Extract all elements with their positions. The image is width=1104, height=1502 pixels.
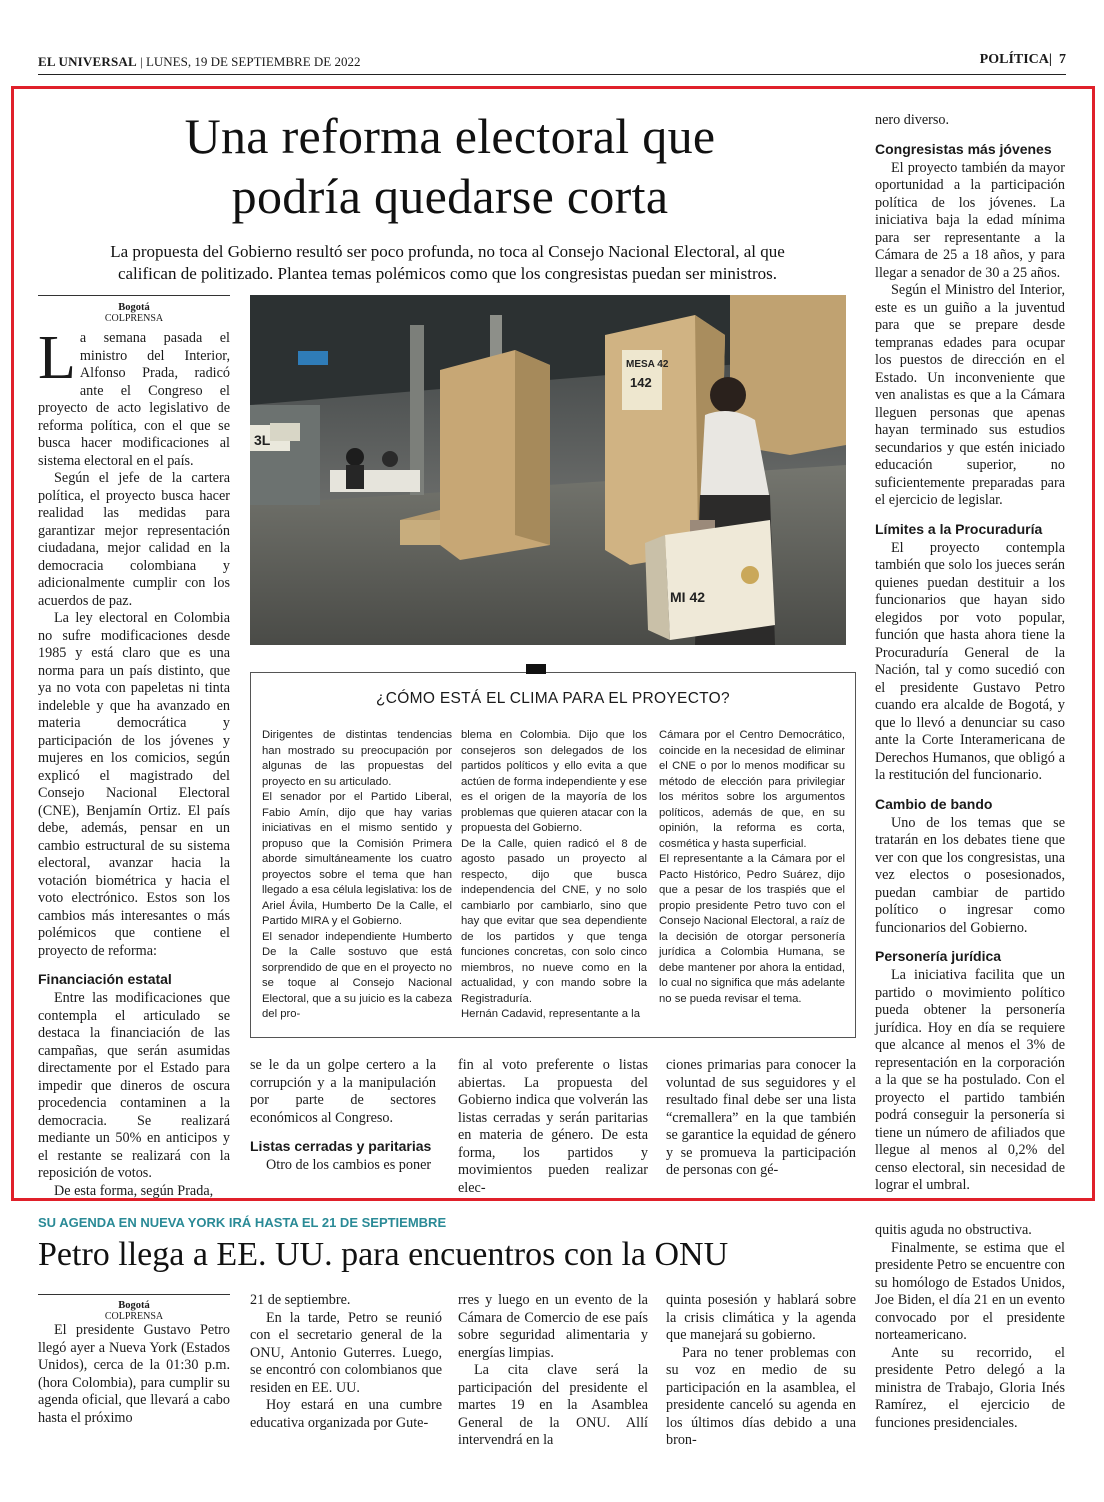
- byline-city: Bogotá: [118, 302, 150, 313]
- subheading: Financiación estatal: [38, 971, 172, 987]
- sidebar-paragraph: De la Calle, quien radicó el 8 de agosto pasado un proyecto al respecto, dijo que busca independencia del CNE, y no solo cambiarlo por cambiarlo, sino que hay que evitar que sea dependiente de los partidos y que tenga funciones concretas, con solo cinco miembros, no nueve como en la actualidad, y con mando sobre la Registraduría.: [461, 837, 647, 1005]
- byline-rule: [38, 1294, 230, 1295]
- paragraph: Finalmente, se estima que el presidente Petro se encuentre con su homólogo de Estados Unidos, Joe Biden, el día 21 en un evento convocado por el presidente norteamericano.: [875, 1239, 1065, 1343]
- booth-label: MESA 42: [626, 359, 669, 370]
- sidebar-paragraph: Cámara por el Centro Democrático, coincide en la necesidad de eliminar el CNE o por lo menos modificar su método de elección para privilegiar los méritos sobre los argumentos políticos, además de que, en su opinión, la reforma es corta, cosmética y hasta superficial.: [659, 729, 845, 850]
- subheading: Personería jurídica: [875, 948, 1002, 964]
- paragraph: La cita clave será la participación del presidente el martes 19 en la Asamblea General de la ONU. Allí intervendrá en la: [458, 1362, 648, 1448]
- article2-column-1: [38, 1300, 230, 1427]
- paragraph: Uno de los temas que se tratarán en los debates tiene que ver con que los congresistas, una vez electos o posesionados, puedan cambiar de partido político o ingresar como funcionarios del Gobierno.: [875, 814, 1065, 936]
- byline-agency: COLPRENSA: [104, 1311, 164, 1322]
- article2-column-3: [458, 1292, 648, 1450]
- article-headline: [60, 106, 840, 226]
- header-masthead: EL UNIVERSAL | LUNES, 19 DE SEPTIEMBRE DE 2022: [38, 54, 361, 69]
- paragraph: El proyecto contempla también que solo los jueces serán quienes puedan destituir a los funcionarios que hayan sido elegidos por voto popular, función que hasta ahora tiene la Procuraduría General de la Nación, tal y como sucedió con el presidente Gustavo Petro cuando era alcalde de Bogotá, y que lo llevó a denunciar su caso ante la Corte Interamericana de Derechos Humanos, que obligó a la restitución del funcionario.: [875, 539, 1065, 783]
- paragraph: Para no tener problemas con su voz en medio de su participación en la asamblea, el presidente canceló su agenda en los últimos días debido a una bron-: [666, 1344, 856, 1448]
- voting-photo: [250, 295, 846, 645]
- paragraph: La iniciativa facilita que un partido o movimiento político pueda obtener la personería jurídica. Hoy en día se requiere que alcance al menos el 3% de representación en la corporación a la que se ha postulado. Con el proyecto el partido también podrá conseguir la personería si tiene un número de afiliados que llegue al menos al 0,2% del censo electoral, sin necesidad de lograr el umbral.: [875, 967, 1065, 1193]
- article-deck: [55, 241, 840, 285]
- sidebar-title: ¿CÓMO ESTÁ EL CLIMA PARA EL PROYECTO?: [376, 690, 730, 707]
- drop-cap: L: [38, 324, 76, 392]
- paragraph: En la tarde, Petro se reunió con el secretario general de la ONU, Antonio Guterres. Luego, se encontró con colombianos que residen en EE. UU.: [250, 1309, 442, 1396]
- byline-city: Bogotá: [118, 1300, 150, 1311]
- article-column-right: [875, 112, 1065, 1195]
- deck-line-2: califican de politizado. Plantea temas polémicos como que los congresistas puedan ser ministros.: [117, 264, 778, 283]
- booth-number: 142: [630, 375, 652, 390]
- article-column-1: [38, 302, 230, 1200]
- ballot-box: [665, 520, 775, 640]
- headline-line-2: podría quedarse corta: [231, 168, 669, 224]
- sidebar-column-2: [461, 728, 647, 1023]
- article2-headline: Petro llega a EE. UU. para encuentros con la ONU: [38, 1236, 729, 1273]
- headline-line-1: Una reforma electoral que: [184, 108, 716, 164]
- paragraph: El proyecto también da mayor oportunidad a la participación política de los jóvenes. La iniciativa baja la edad mínima para ser representante a la Cámara de 25 a 18 años, y para llegar a senador de 30 a 25 años.: [875, 159, 1065, 281]
- article-column-4: [666, 1057, 856, 1180]
- subheading: Listas cerradas y paritarias: [250, 1138, 432, 1154]
- sidebar-tab: [526, 664, 546, 674]
- paragraph: Según el Ministro del Interior, este es un guiño a la juventud para que se prepare desde tempranas edades para ocupar los puestos de dirección en el Estado. Un inconveniente que ven analistas es que a la Cámara lleguen personas que apenas hayan terminado sus estudios secundarios y que estén iniciado educación superior, no suficientemente preparadas para el ejercicio de legislar.: [875, 282, 1065, 508]
- section-name: POLÍTICA: [979, 52, 1049, 67]
- paragraph: Según el jefe de la cartera política, el proyecto busca hacer realidad las medidas para garantizar mejor representación ciudadana, mejor calidad en la democracia colombiana y adicionalmente cumplir con los acuerdos de paz.: [38, 470, 230, 609]
- article2-kicker: SU AGENDA EN NUEVA YORK IRÁ HASTA EL 21 DE SEPTIEMBRE: [38, 1215, 447, 1230]
- paragraph: quinta posesión y hablará sobre la crisis climática y la agenda que manejará su gobierno.: [666, 1292, 856, 1343]
- article2-column-4: [666, 1292, 856, 1450]
- subheading: Cambio de bando: [875, 795, 993, 812]
- paragraph: El presidente Gustavo Petro llegó ayer a Nueva York (Estados Unidos), cerca de la 01:30 p.m. (hora Colombia), para cumplir su agenda oficial, que llevará a cabo hasta el próximo: [38, 1322, 230, 1426]
- paragraph: Otro de los cambios es poner: [266, 1157, 432, 1173]
- sidebar-column-1: [262, 728, 452, 1023]
- paragraph: fin al voto preferente o listas abiertas. La propuesta del Gobierno indica que volverán las listas cerradas y serán paritarias en materia de género. De esta forma, los partidos y movimientos pueden realizar elec-: [458, 1057, 648, 1196]
- byline-rule: [38, 295, 230, 296]
- paragraph: De esta forma, según Prada,: [54, 1182, 214, 1199]
- sidebar-paragraph: El senador por el Partido Liberal, Fabio Amín, dijo que hay varias iniciativas en el mismo sentido y propuso que la Comisión Primera aborde simultáneamente los cuatro proyectos sobre el tema que han llegado a esa célula legislativa: los de Ariel Ávila, Humberto De la Calle, el Partido MIRA y el Gobierno.: [262, 791, 452, 927]
- sidebar-paragraph: El representante a la Cámara por el Pacto Histórico, Pedro Suárez, dijo que a pesar de los traspiés que el propio presidente Petro tuvo con el Consejo Nacional Electoral, a raíz de la decisión de otorgar personería jurídica a Colombia Humana, se debe mantener por ahora la entidad, lo cual no significa que más adelante no se pueda revisar el tema.: [659, 853, 845, 1005]
- byline-agency: COLPRENSA: [104, 313, 164, 324]
- article-column-2: [250, 1057, 436, 1175]
- paragraph: quitis aguda no obstructiva.: [875, 1222, 1032, 1238]
- sidebar-paragraph: Dirigentes de distintas tendencias han mostrado su preocupación por algunas de las propuestas del proyecto en su articulado.: [262, 729, 452, 788]
- paragraph: La semana pasada el ministro del Interior, Alfonso Prada, radicó ante el Congreso el proyecto de acto legislativo de reforma política, con el que se busca hacer modificaciones al sistema electoral en el país.: [38, 324, 230, 469]
- paragraph: ciones primarias para conocer la voluntad de sus seguidores y el resultado final debe ser una lista “cremallera” en la que también se garantice la equidad de género y se promueva la participación de personas con gé-: [666, 1057, 856, 1178]
- ballot-box-label: MI 42: [670, 589, 706, 605]
- page-number: 7: [1059, 52, 1066, 67]
- paragraph: La ley electoral en Colombia no sufre modificaciones desde 1985 y está claro que es una norma para un país distinto, que ya no vota con papeletas ni tinta indeleble y que ha avanzado en materia democrática y participación de los jóvenes y mujeres en los comicios, según explicó el magistrado del Consejo Nacional Electoral (CNE), Benjamín Ortiz. El país debe, además, pensar en un cambio estructural de su sistema electoral, avanzar hacia la votación biométrica y hacia el voto electrónico. Estos son los cambios más interesantes o más polémicos que contiene el proyecto de reforma:: [38, 610, 230, 959]
- paragraph: se le da un golpe certero a la corrupción y a la manipulación por parte de sectores económicos al Congreso.: [250, 1057, 436, 1126]
- sidebar-column-3: [659, 728, 845, 1007]
- sidebar-paragraph: blema en Colombia. Dijo que los consejeros son delegados de los partidos políticos y ello evita a que actúen de forma independiente y ese es el origen de la mayoría de los problemas que quieren atacar con la propuesta del Gobierno.: [461, 729, 647, 834]
- paragraph: rres y luego en un evento de la Cámara de Comercio de ese país sobre seguridad alimentaria y energías limpias.: [458, 1292, 648, 1361]
- paragraph: Ante su recorrido, el presidente Petro delegó a la ministra de Trabajo, Gloria Inés Ramírez, el ejercicio de funciones presidenciales.: [875, 1344, 1065, 1431]
- subheading: Límites a la Procuraduría: [875, 520, 1043, 537]
- parking-sign-text: 3L: [254, 432, 271, 448]
- paragraph: Entre las modificaciones que contempla el articulado se destaca la financiación de las campañas, que serán asumidas directamente por el Estado para impedir que dineros de oscura procedencia contaminen a la democracia. Se realizará mediante un 50% en anticipos y el restante se realizará con la reposición de votos.: [38, 990, 230, 1181]
- header-section: POLÍTICA| 7: [979, 52, 1066, 67]
- photo-illustration: [250, 295, 846, 645]
- paper-name: EL UNIVERSAL: [38, 54, 137, 69]
- article2-column-5: [875, 1222, 1065, 1432]
- article-column-3: [458, 1057, 648, 1197]
- issue-date: LUNES, 19 DE SEPTIEMBRE DE 2022: [145, 54, 361, 69]
- paragraph: 21 de septiembre.: [250, 1292, 351, 1308]
- voter-figure: [710, 377, 746, 413]
- exit-sign: [298, 351, 328, 365]
- subheading: Congresistas más jóvenes: [875, 140, 1052, 157]
- byline: [38, 302, 230, 324]
- byline: [38, 1300, 230, 1322]
- paragraph: nero diverso.: [875, 112, 950, 128]
- article2-column-2: [250, 1292, 442, 1432]
- page-header: [38, 52, 1066, 75]
- deck-line-1: La propuesta del Gobierno resultó ser poco profunda, no toca al Consejo Nacional Electoral, al que: [110, 242, 785, 261]
- sidebar-paragraph: Hernán Cadavid, representante a la: [461, 1008, 640, 1020]
- sidebar-paragraph: El senador independiente Humberto De la Calle sostuvo que está sorprendido de que en el proyecto no se toque al Consejo Nacional Electoral, que a su juicio es la cabeza del pro-: [262, 930, 452, 1020]
- paragraph: Hoy estará en una cumbre educativa organizada por Gute-: [250, 1397, 442, 1431]
